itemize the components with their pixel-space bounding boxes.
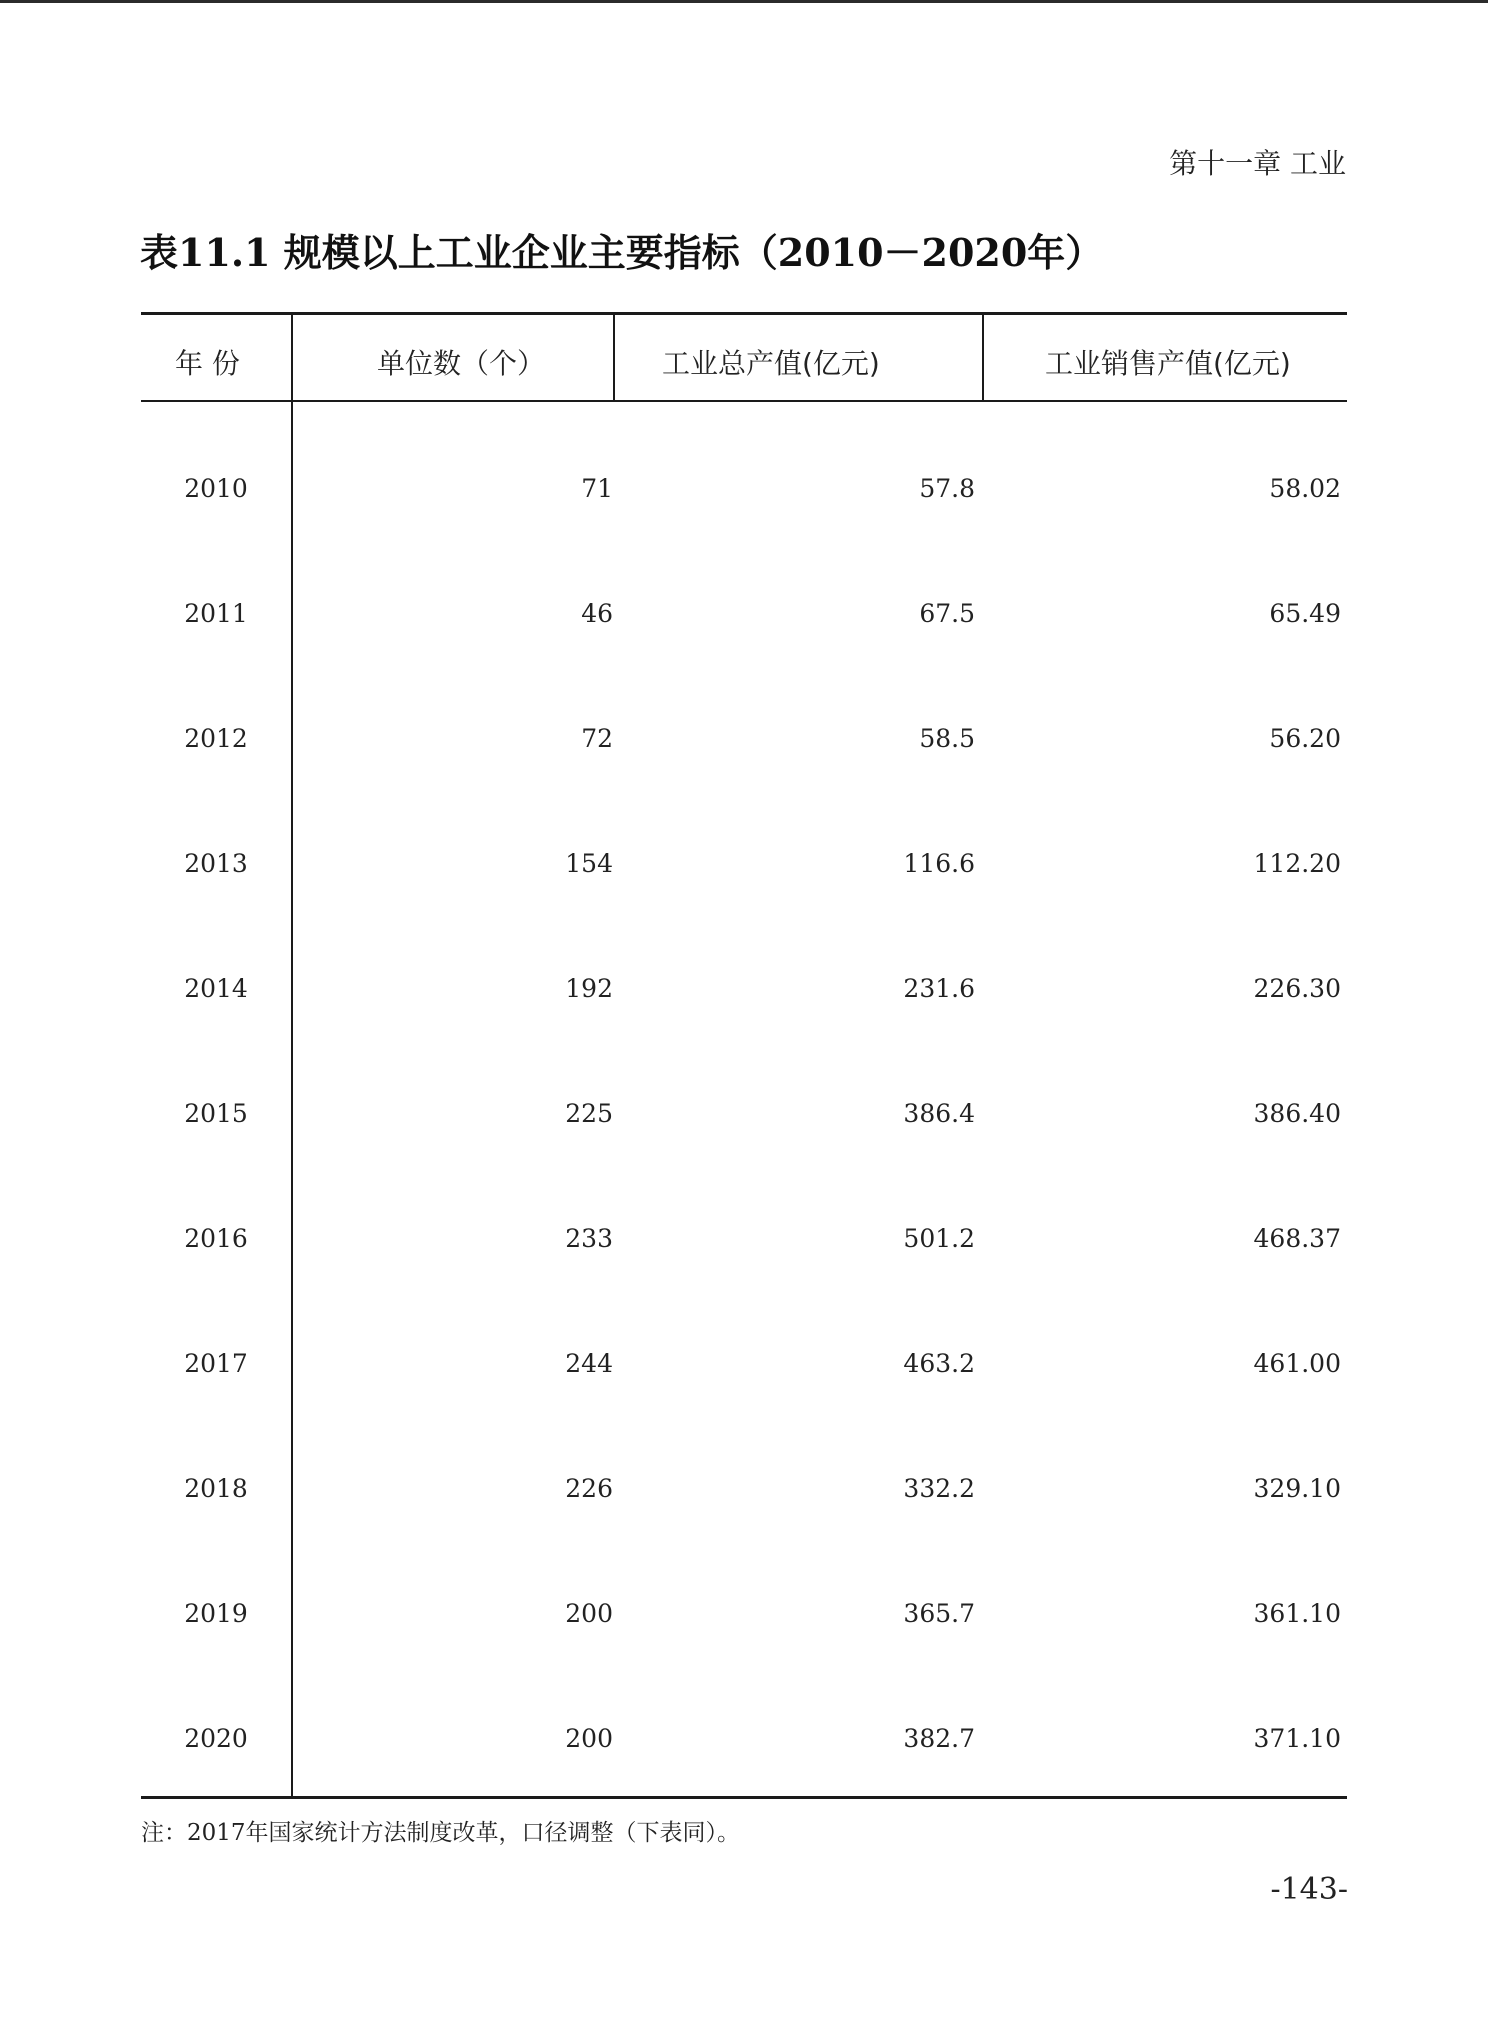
cell-year: 2014 (184, 974, 248, 1003)
cell-gross-output: 382.7 (903, 1724, 975, 1753)
cell-sales-output: 56.20 (1269, 724, 1341, 753)
cell-sales-output: 461.00 (1253, 1349, 1341, 1378)
table-title: 表11.1 规模以上工业企业主要指标（2010－2020年） (140, 230, 1104, 275)
table-row (141, 1724, 1347, 1764)
cell-gross-output: 58.5 (919, 724, 975, 753)
cell-gross-output: 57.8 (919, 474, 975, 503)
cell-sales-output: 361.10 (1253, 1599, 1341, 1628)
cell-year: 2012 (184, 724, 248, 753)
table-row (141, 849, 1347, 889)
cell-sales-output: 112.20 (1253, 849, 1341, 878)
cell-sales-output: 371.10 (1253, 1724, 1341, 1753)
column-divider-year (291, 312, 293, 1798)
cell-year: 2016 (184, 1224, 248, 1253)
cell-units: 200 (565, 1724, 613, 1753)
cell-units: 225 (565, 1099, 613, 1128)
cell-year: 2013 (184, 849, 248, 878)
cell-units: 200 (565, 1599, 613, 1628)
chapter-header: 第十一章 工业 (1169, 147, 1346, 180)
cell-year: 2010 (184, 474, 248, 503)
cell-gross-output: 332.2 (903, 1474, 975, 1503)
cell-units: 244 (565, 1349, 613, 1378)
table-top-rule (141, 312, 1347, 315)
cell-sales-output: 226.30 (1253, 974, 1341, 1003)
header-year: 年 份 (175, 347, 240, 380)
table-header-rule (141, 400, 1347, 402)
table-row (141, 724, 1347, 764)
cell-year: 2017 (184, 1349, 248, 1378)
cell-year: 2011 (184, 599, 248, 628)
cell-gross-output: 231.6 (903, 974, 975, 1003)
header-units: 单位数（个） (377, 347, 546, 380)
table-row (141, 599, 1347, 639)
cell-units: 192 (565, 974, 613, 1003)
table-row (141, 1474, 1347, 1514)
cell-gross-output: 501.2 (903, 1224, 975, 1253)
column-divider-output (982, 312, 984, 402)
cell-year: 2015 (184, 1099, 248, 1128)
header-sales-output: 工业销售产值(亿元) (1045, 347, 1291, 380)
cell-sales-output: 329.10 (1253, 1474, 1341, 1503)
column-divider-units (613, 312, 615, 402)
cell-year: 2019 (184, 1599, 248, 1628)
cell-units: 154 (565, 849, 613, 878)
table-row (141, 1349, 1347, 1389)
cell-year: 2020 (184, 1724, 248, 1753)
table-row (141, 974, 1347, 1014)
page-number: -143- (1270, 1872, 1348, 1907)
cell-gross-output: 67.5 (919, 599, 975, 628)
table-row (141, 1099, 1347, 1139)
cell-gross-output: 365.7 (903, 1599, 975, 1628)
cell-gross-output: 463.2 (903, 1349, 975, 1378)
header-gross-output: 工业总产值(亿元) (662, 347, 880, 380)
page-top-border (0, 0, 1488, 3)
cell-units: 226 (565, 1474, 613, 1503)
cell-sales-output: 386.40 (1253, 1099, 1341, 1128)
cell-year: 2018 (184, 1474, 248, 1503)
table-row (141, 1224, 1347, 1264)
table-row (141, 474, 1347, 514)
cell-gross-output: 386.4 (903, 1099, 975, 1128)
table-row (141, 1599, 1347, 1639)
cell-units: 71 (581, 474, 613, 503)
cell-sales-output: 468.37 (1253, 1224, 1341, 1253)
cell-units: 72 (581, 724, 613, 753)
cell-sales-output: 58.02 (1269, 474, 1341, 503)
cell-units: 233 (565, 1224, 613, 1253)
table-bottom-rule (141, 1796, 1347, 1799)
cell-gross-output: 116.6 (903, 849, 975, 878)
cell-sales-output: 65.49 (1269, 599, 1341, 628)
cell-units: 46 (581, 599, 613, 628)
table-footnote: 注：2017年国家统计方法制度改革，口径调整（下表同）。 (141, 1820, 741, 1846)
